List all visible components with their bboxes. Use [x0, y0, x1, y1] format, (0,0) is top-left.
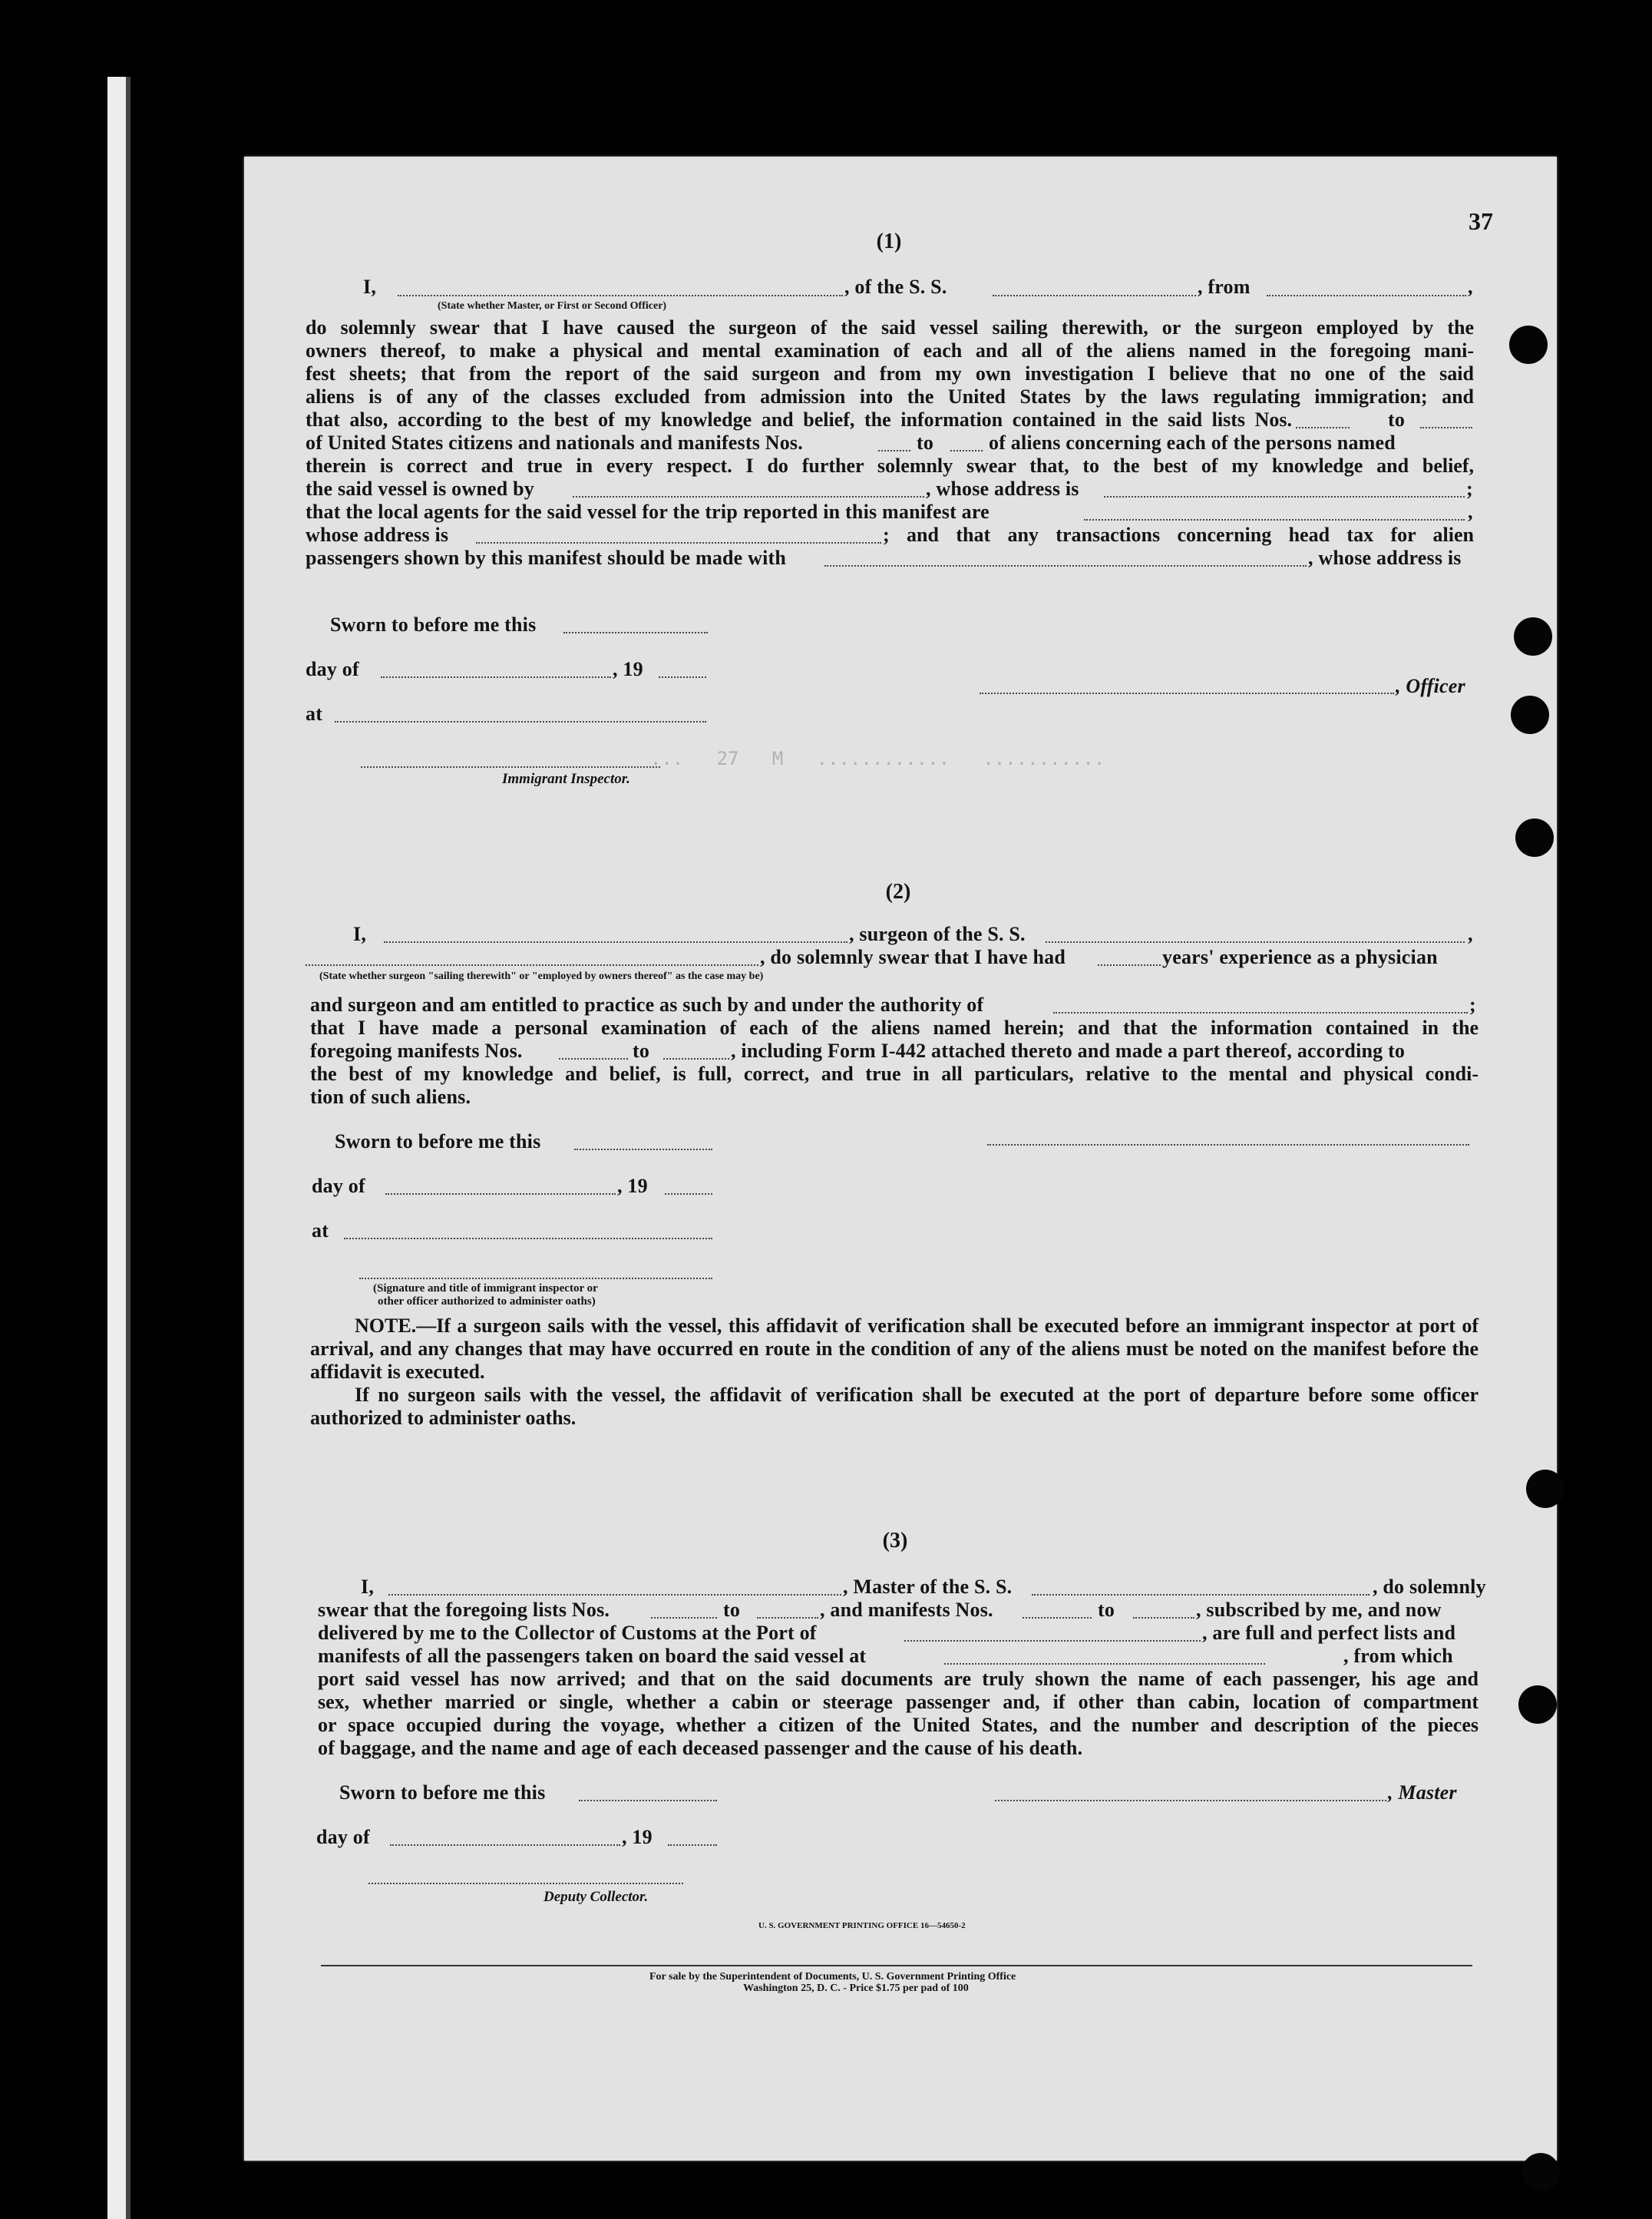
- s1-addr-a: whose address is: [306, 524, 449, 546]
- s1-agents-end: ,: [1468, 501, 1473, 523]
- s2-line-2: foregoing manifests Nos.: [310, 1040, 523, 1062]
- s2-day-field[interactable]: [385, 1193, 616, 1195]
- s3-year-field[interactable]: [668, 1844, 717, 1846]
- punch-hole-3: [1511, 696, 1549, 734]
- s3-line-2: sex, whether married or single, whether a cabin or steerage passenger and, if other than cabin, location of compartment: [318, 1691, 1479, 1713]
- s1-i: I,: [363, 276, 377, 298]
- s1-owner-field[interactable]: [573, 496, 924, 498]
- s2-note-text: —If a surgeon sails with the vessel, this affidavit of verification shall be executed before an immigrant inspector at port of arrival, and any changes that may have occurred en route in the condition of any of the aliens must be noted on the manifest before the affidavit is executed.: [310, 1315, 1479, 1383]
- s2-sig-caption-2: other officer authorized to administer oaths): [378, 1295, 596, 1308]
- s3-master-name-field[interactable]: [388, 1594, 841, 1596]
- s1-head-tax-field[interactable]: [824, 565, 1307, 567]
- s1-pass-a: passengers shown by this manifest should be made with: [306, 547, 787, 569]
- s1-at-field[interactable]: [335, 721, 706, 723]
- s1-officer-name-field[interactable]: [398, 295, 843, 296]
- punch-hole-1: [1509, 326, 1548, 364]
- s3-day-of: day of: [316, 1826, 370, 1848]
- s2-line-1: that I have made a personal examination of each of the aliens named herein; and that the information contained in the: [310, 1017, 1479, 1039]
- s2-caption: (State whether surgeon "sailing therewith" or "employed by owners thereof" as the case may be): [319, 971, 764, 982]
- s2-nineteen: , 19: [617, 1175, 648, 1197]
- s1-at: at: [306, 703, 323, 725]
- s2-sworn-b: years' experience as a physician: [1162, 946, 1438, 968]
- s1-nineteen: , 19: [613, 658, 643, 680]
- s2-note-label: NOTE.: [355, 1315, 417, 1337]
- s1-usc-a: of United States citizens and nationals and manifests Nos.: [306, 432, 803, 454]
- s1-manifest-to-field[interactable]: [950, 450, 983, 451]
- s3-swear-c: , subscribed by me, and now: [1196, 1599, 1442, 1621]
- s2-end: ,: [1468, 923, 1473, 945]
- s1-owned-b: , whose address is: [926, 478, 1079, 500]
- s3-last-line: of baggage, and the name and age of each deceased passenger and the cause of his death.: [318, 1737, 1083, 1759]
- s1-sworn-field[interactable]: [563, 632, 708, 633]
- s3-day-field[interactable]: [390, 1844, 620, 1846]
- s2-sworn-field[interactable]: [574, 1149, 712, 1150]
- s1-of-ss: , of the S. S.: [844, 276, 947, 298]
- s1-officer-caption: (State whether Master, or First or Second Officer): [438, 300, 667, 312]
- s2-right-field-1[interactable]: [987, 1144, 1469, 1146]
- s1-officer-label: , Officer: [1396, 675, 1465, 697]
- s1-ship-name-field[interactable]: [993, 295, 1196, 296]
- s3-port-field[interactable]: [904, 1640, 1201, 1642]
- s3-master-of: , Master of the S. S.: [843, 1576, 1013, 1598]
- s2-capacity-field[interactable]: [306, 964, 758, 966]
- s1-usc-b: of aliens concerning each of the persons named: [989, 432, 1396, 454]
- s2-ship-field[interactable]: [1046, 941, 1465, 943]
- s1-therein: therein is correct and true in every respect. I do further solemnly swear that, to the best of my knowledge and belief,: [306, 455, 1474, 477]
- s3-solemnly: , do solemnly: [1373, 1576, 1486, 1598]
- s3-master-label: , Master: [1388, 1781, 1457, 1804]
- s2-note: [310, 1315, 1479, 1384]
- s2-year-field[interactable]: [665, 1193, 712, 1195]
- s2-auth: and surgeon and am entitled to practice as such by and under the authority of: [310, 994, 984, 1016]
- s1-from-port-field[interactable]: [1267, 295, 1466, 296]
- s3-from-which: , from which: [1343, 1645, 1453, 1667]
- s1-pass-b: , whose address is: [1308, 547, 1462, 569]
- s2-sworn: Sworn to before me this: [335, 1130, 541, 1152]
- s3-to-1: to: [723, 1599, 741, 1621]
- s3-manifests: manifests of all the passengers taken on board the said vessel at: [318, 1645, 867, 1667]
- s1-owned-a: the said vessel is owned by: [306, 478, 534, 500]
- s3-nineteen: , 19: [622, 1826, 653, 1848]
- s3-collector-signature-field[interactable]: [368, 1883, 683, 1884]
- s1-lists-to-field[interactable]: [1420, 427, 1472, 428]
- s1-officer-signature-field[interactable]: [980, 693, 1394, 694]
- s2-sig-caption-1: (Signature and title of immigrant inspector or: [373, 1282, 598, 1295]
- s1-line-2: owners thereof, to make a physical and mental examination of each and all of the aliens named in the foregoing mani-: [306, 339, 1474, 362]
- s3-line-1: port said vessel has now arrived; and that on the said documents are truly shown the name of each passenger, his age and: [318, 1668, 1479, 1690]
- left-paper-edge-shadow: [126, 77, 131, 2219]
- s1-lists-to: to: [1388, 408, 1406, 431]
- punch-hole-5: [1526, 1470, 1564, 1508]
- s1-line-4: aliens is of any of the classes excluded from admission into the United States by the laws regulating immigration; and: [306, 385, 1474, 408]
- footer-sale-2: Washington 25, D. C. - Price $1.75 per pad of 100: [743, 1983, 969, 1994]
- s1-agents: that the local agents for the said vessel for the trip reported in this manifest are: [306, 501, 990, 523]
- s3-manifests-to-field[interactable]: [1133, 1617, 1194, 1619]
- s2-surgeon-name-field[interactable]: [384, 941, 847, 943]
- s2-i: I,: [353, 923, 367, 945]
- s2-form: , including Form I-442 attached thereto and made a part thereof, according to: [731, 1040, 1406, 1062]
- footer-gpo: U. S. GOVERNMENT PRINTING OFFICE 16—54650-2: [758, 1921, 966, 1930]
- s1-manifest-from-field[interactable]: [878, 450, 910, 451]
- section-1-number: (1): [876, 230, 902, 253]
- s1-manifest-to: to: [917, 432, 934, 454]
- s2-day-of: day of: [312, 1175, 365, 1197]
- s2-manifest-to-field[interactable]: [663, 1058, 729, 1060]
- footer-sale-1: For sale by the Superintendent of Documents, U. S. Government Printing Office: [649, 1971, 1016, 1983]
- s2-line-4: tion of such aliens.: [310, 1086, 471, 1108]
- s3-master-signature-field[interactable]: [995, 1800, 1386, 1801]
- s3-sworn-field[interactable]: [579, 1800, 717, 1801]
- s2-note-2: If no surgeon sails with the vessel, the affidavit of verification shall be executed at the port of departure before some officer authorized to administer oaths.: [310, 1384, 1479, 1429]
- footer-rule: [321, 1965, 1472, 1966]
- page-stamp-number: 37: [1469, 207, 1493, 235]
- s1-line-3: fest sheets; that from the report of the said surgeon and from my own investigation I believe that no one of the said: [306, 362, 1474, 385]
- s3-ship-field[interactable]: [1032, 1594, 1370, 1596]
- s3-swear-a: swear that the foregoing lists Nos.: [318, 1599, 610, 1621]
- section-2-number: (2): [885, 880, 911, 904]
- s3-lists-from-field[interactable]: [651, 1617, 717, 1619]
- s2-surgeon-of: , surgeon of the S. S.: [849, 923, 1026, 945]
- punch-hole-4: [1515, 818, 1554, 857]
- s2-signature-field[interactable]: [359, 1278, 712, 1279]
- s1-lists-from-field[interactable]: [1296, 427, 1350, 428]
- punch-hole-7: [1521, 2153, 1560, 2191]
- s3-sworn: Sworn to before me this: [339, 1781, 546, 1804]
- s1-addr-b: ; and that any transactions concerning head tax for alien: [883, 524, 1474, 546]
- s2-authority-field[interactable]: [1053, 1012, 1468, 1014]
- section-3-number: (3): [882, 1529, 908, 1553]
- s1-inspector-signature-field[interactable]: [361, 766, 660, 768]
- s1-day-of: day of: [306, 658, 359, 680]
- s3-manifests-from-field[interactable]: [1023, 1617, 1092, 1619]
- s1-line1-end: ,: [1468, 276, 1473, 298]
- s1-from: , from: [1198, 276, 1251, 298]
- s1-agent-address-field[interactable]: [476, 542, 881, 544]
- bleed-through-text: ... 27 M ............ ...........: [628, 748, 1105, 769]
- s1-line-1: do solemnly swear that I have caused the surgeon of the said vessel sailing therewith, or the surgeon employed by the: [306, 316, 1474, 339]
- s2-years-field[interactable]: [1098, 964, 1161, 966]
- punch-hole-6: [1518, 1685, 1557, 1724]
- s2-auth-end: ;: [1469, 994, 1476, 1016]
- s1-owner-address-field[interactable]: [1104, 496, 1465, 498]
- s1-owned-end: ;: [1466, 478, 1473, 500]
- s3-boarding-port-field[interactable]: [944, 1663, 1265, 1665]
- s2-to: to: [633, 1040, 650, 1062]
- s1-inspector-caption: Immigrant Inspector.: [502, 771, 630, 787]
- left-paper-edge: [107, 77, 126, 2219]
- s2-manifest-from-field[interactable]: [559, 1058, 628, 1060]
- s3-swear-b: , and manifests Nos.: [820, 1599, 993, 1621]
- s1-line-5: that also, according to the best of my knowledge and belief, the information contained in the said lists Nos.: [306, 408, 1292, 431]
- s3-collector-caption: Deputy Collector.: [544, 1889, 649, 1905]
- s1-sworn: Sworn to before me this: [330, 613, 537, 636]
- s1-day-field[interactable]: [381, 676, 611, 678]
- s2-line-3: the best of my knowledge and belief, is full, correct, and true in all particulars, relative to the mental and physical condi-: [310, 1063, 1479, 1085]
- s3-line-3: or space occupied during the voyage, whether a citizen of the United States, and the number and description of the pieces: [318, 1714, 1479, 1736]
- manifest-affidavit-page: [244, 157, 1557, 2161]
- s2-at: at: [312, 1219, 329, 1242]
- s3-full: , are full and perfect lists and: [1202, 1622, 1456, 1644]
- s2-sworn-a: , do solemnly swear that I have had: [760, 946, 1066, 968]
- s1-agents-field[interactable]: [1084, 519, 1465, 521]
- s2-at-field[interactable]: [344, 1238, 712, 1239]
- s1-year-field[interactable]: [659, 676, 706, 678]
- s3-delivered: delivered by me to the Collector of Customs at the Port of: [318, 1622, 817, 1644]
- s3-to-2: to: [1098, 1599, 1115, 1621]
- punch-hole-2: [1514, 617, 1552, 656]
- s3-i: I,: [361, 1576, 375, 1598]
- s3-lists-to-field[interactable]: [757, 1617, 818, 1619]
